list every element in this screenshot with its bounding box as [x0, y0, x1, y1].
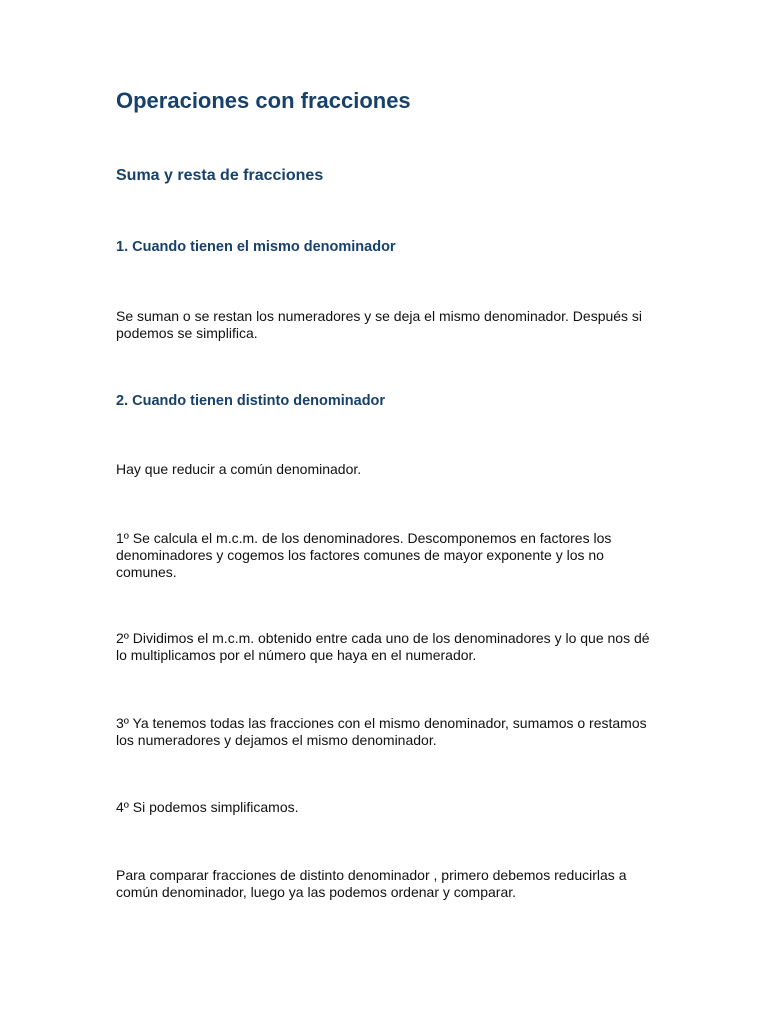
case1-heading: 1. Cuando tienen el mismo denominador — [116, 239, 396, 255]
comparison-paragraph: Para comparar fracciones de distinto denominador , primero debemos reducirlas a común denominador, luego ya las podemos ordenar y comparar. — [116, 867, 627, 900]
step-4-paragraph: 4º Si podemos simplificamos. — [116, 799, 299, 815]
step-1-paragraph: 1º Se calcula el m.c.m. de los denominadores. Descomponemos en factores los denominadores y cogemos los factores comunes de mayor exponente y los no comunes. — [116, 530, 612, 580]
page-title: Operaciones con fracciones — [116, 88, 411, 113]
case1-paragraph: Se suman o se restan los numeradores y se deja el mismo denominador. Después si podemos se simplifica. — [116, 308, 643, 341]
step-2-paragraph: 2º Dividimos el m.c.m. obtenido entre cada uno de los denominadores y lo que nos dé lo multiplicamos por el número que haya en el numerador. — [116, 630, 650, 663]
section-heading: Suma y resta de fracciones — [116, 167, 324, 184]
case2-heading: 2. Cuando tienen distinto denominador — [116, 393, 386, 409]
step-3-paragraph: 3º Ya tenemos todas las fracciones con el mismo denominador, sumamos o restamos los numeradores y dejamos el mismo denominador. — [116, 715, 647, 748]
case2-intro: Hay que reducir a común denominador. — [116, 461, 362, 477]
